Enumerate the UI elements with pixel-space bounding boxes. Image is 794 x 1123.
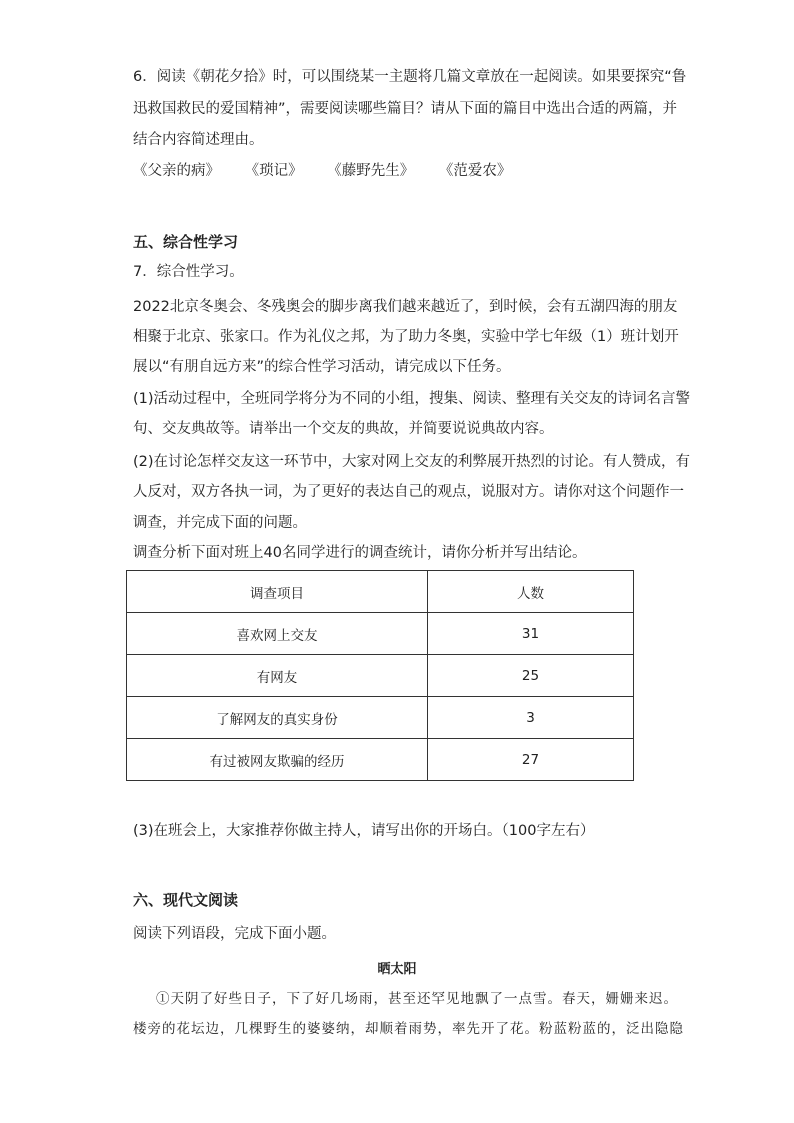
book-list (133, 159, 531, 180)
table-header-row (127, 571, 634, 613)
table-cell: 25 (428, 655, 634, 697)
task2-line-2: 人反对，双方各执一词，为了更好的表达自己的观点，说服对方。请你对这个问题作一 (133, 484, 684, 500)
section-heading: 五、综合性学习 (133, 233, 239, 251)
table-cell: 27 (428, 739, 634, 781)
table-row (127, 655, 634, 697)
table-cell: 有网友 (127, 655, 428, 697)
table-cell: 喜欢网上交友 (127, 613, 428, 655)
task1-line-1: (1)活动过程中，全班同学将分为不同的小组，搜集、阅读、整理有关交友的诗词名言警 (133, 391, 691, 407)
task2-line-3: 调查，并完成下面的问题。 (133, 515, 307, 531)
column-header: 调查项目 (127, 571, 428, 613)
article-para-line: 楼旁的花坛边，几棵野生的婆婆纳，却顺着雨势，率先开了花。粉蓝粉蓝的，泛出隐隐 (133, 1021, 684, 1037)
task2-line-1: (2)在讨论怎样交友这一环节中，大家对网上交友的利弊展开热烈的讨论。有人赞成，有 (133, 454, 691, 470)
column-header: 人数 (428, 571, 634, 613)
book-title: 《藤野先生》 (327, 163, 415, 179)
section-heading: 六、现代文阅读 (133, 891, 239, 909)
book-title: 《范爱农》 (438, 163, 512, 179)
survey-intro: 调查分析下面对班上40名同学进行的调查统计，请你分析并写出结论。 (133, 545, 587, 561)
q7-title: 7．综合性学习。 (133, 264, 244, 280)
survey-table (126, 570, 634, 781)
intro-line-3: 展以“有朋自远方来”的综合性学习活动，请完成以下任务。 (133, 359, 511, 375)
intro-line-1: 2022北京冬奥会、冬残奥会的脚步离我们越来越近了，到时候，会有五湖四海的朋友 (133, 299, 678, 315)
book-title: 《父亲的病》 (133, 163, 220, 179)
task3: (3)在班会上，大家推荐你做主持人，请写出你的开场白。（100字左右） (133, 823, 595, 839)
table-cell: 3 (428, 697, 634, 739)
table-cell: 了解网友的真实身份 (127, 697, 428, 739)
intro-line-2: 相聚于北京、张家口。作为礼仪之邦，为了助力冬奥，实验中学七年级（1）班计划开 (133, 329, 679, 345)
task1-line-2: 句、交友典故等。请举出一个交友的典故，并简要说说典故内容。 (133, 421, 554, 437)
book-title: 《琐记》 (244, 163, 303, 179)
table-row (127, 697, 634, 739)
q6-line-3: 结合内容简述理由。 (133, 132, 264, 148)
table-row (127, 739, 634, 781)
table-cell: 31 (428, 613, 634, 655)
q6-line-1: 6．阅读《朝花夕拾》时，可以围绕某一主题将几篇文章放在一起阅读。如果要探究“鲁 (133, 69, 687, 85)
q6-line-2: 迅救国救民的爱国精神”，需要阅读哪些篇目？请从下面的篇目中选出合适的两篇，并 (133, 101, 678, 117)
article-title: 晒太阳 (377, 962, 417, 977)
article-para-line: ①天阴了好些日子，下了好几场雨，甚至还罕见地飘了一点雪。春天，姗姗来迟。 (156, 991, 678, 1007)
reading-instruction: 阅读下列语段，完成下面小题。 (133, 926, 336, 942)
table-cell: 有过被网友欺骗的经历 (127, 739, 428, 781)
table-row (127, 613, 634, 655)
